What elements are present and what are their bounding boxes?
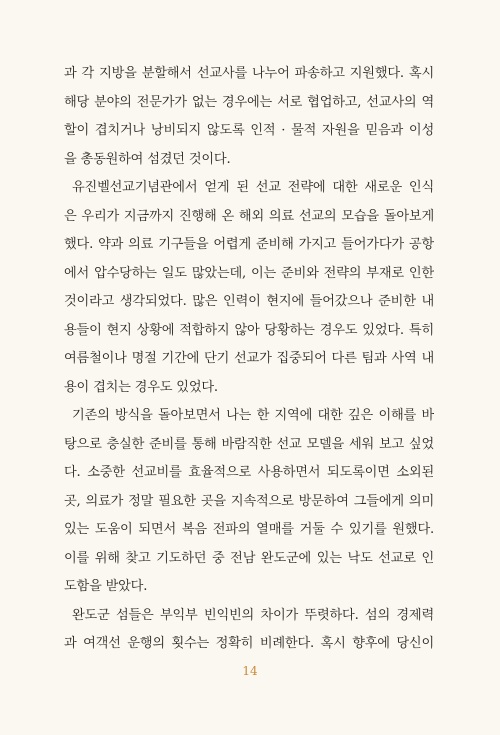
text-line: 탕으로 충실한 준비를 통해 바람직한 선교 모델을 세워 보고 싶었	[64, 436, 434, 452]
text-line: 은 우리가 지금까지 진행해 온 해외 의료 선교의 모습을 돌아보게	[64, 208, 434, 224]
text-line: 에서 압수당하는 일도 많았는데, 이는 준비와 전략의 부재로 인한	[64, 265, 434, 281]
text-line: 유진벨선교기념관에서 얻게 된 선교 전략에 대한 새로운 인식	[72, 180, 434, 195]
body-text	[64, 60, 434, 659]
text-line: 용들이 현지 상황에 적합하지 않아 당황하는 경우도 있었다. 특히	[64, 322, 434, 338]
text-line: 완도군 섬들은 부익부 빈익빈의 차이가 뚜렷하다. 섬의 경제력	[72, 607, 434, 623]
text-line: 기존의 방식을 돌아보면서 나는 한 지역에 대한 깊은 이해를 바	[72, 408, 434, 423]
text-line: 도함을 받았다.	[64, 579, 148, 594]
text-line: 이를 위해 찾고 기도하던 중 전남 완도군에 있는 낙도 선교로 인	[64, 550, 434, 566]
text-line: 여름철이나 명절 기간에 단기 선교가 집중되어 다른 팀과 사역 내	[64, 351, 434, 366]
text-line: 있는 도움이 되면서 복음 전파의 열매를 거둘 수 있기를 원했다.	[64, 522, 434, 537]
page-number: 14	[242, 664, 258, 678]
text-line: 을 총동원하여 섬겼던 것이다.	[64, 151, 231, 167]
text-line: 용이 겹치는 경우도 있었다.	[64, 379, 218, 395]
text-line: 과 여객선 운행의 횟수는 정확히 비례한다. 혹시 향후에 당신이	[64, 636, 434, 651]
text-line: 했다. 약과 의료 기구들을 어렵게 준비해 가지고 들어가다가 공항	[64, 237, 434, 252]
text-line: 과 각 지방을 분할해서 선교사를 나누어 파송하고 지원했다. 혹시	[64, 66, 434, 81]
text-line: 것이라고 생각되었다. 많은 인력이 현지에 들어갔으나 준비한 내	[64, 294, 434, 309]
text-line: 곳, 의료가 정말 필요한 곳을 지속적으로 방문하여 그들에게 의미	[64, 493, 434, 509]
text-line: 다. 소중한 선교비를 효율적으로 사용하면서 되도록이면 소외된	[64, 465, 434, 480]
text-line: 해당 분야의 전문가가 없는 경우에는 서로 협업하고, 선교사의 역	[64, 94, 434, 110]
text-line: 할이 겹치거나 낭비되지 않도록 인적 · 물적 자원을 믿음과 이성	[64, 123, 434, 138]
